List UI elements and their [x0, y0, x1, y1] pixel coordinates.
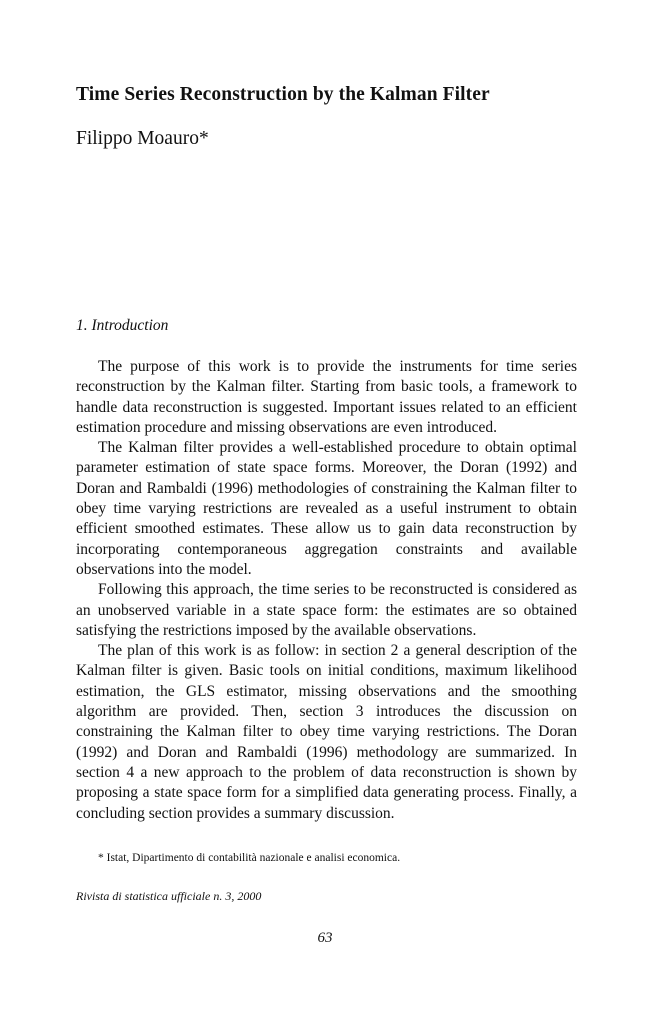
page-number: 63 — [317, 930, 333, 946]
paper-title: Time Series Reconstruction by the Kalman Filter — [76, 84, 490, 105]
body-text — [76, 357, 577, 824]
author-name: Filippo Moauro* — [76, 128, 209, 149]
paragraph: The purpose of this work is to provide the instruments for time series reconstruction by the Kalman filter. Starting from basic tools, a framework to handle data reconstruction is suggested. Important issues related to an efficient estimation procedure and missing observations are even introduced. — [76, 358, 577, 436]
section-heading: 1. Introduction — [76, 317, 169, 334]
paragraph: Following this approach, the time series to be reconstructed is considered as an unobserved variable in a state space form: the estimates are so obtained satisfying the restrictions imposed by the available observations. — [76, 581, 577, 639]
author-footnote: * Istat, Dipartimento di contabilità nazionale e analisi economica. — [98, 852, 401, 864]
journal-citation: Rivista di statistica ufficiale n. 3, 2000 — [76, 889, 262, 903]
paragraph: The Kalman filter provides a well-established procedure to obtain optimal parameter estimation of state space forms. Moreover, the Doran (1992) and Doran and Rambaldi (1996) methodologies of constraining the Kalman filter to obey time varying restrictions are revealed as a useful instrument to obtain efficient smoothed estimates. These allow us to gain data reconstruction by incorporating contemporaneous aggregation constraints and available observations into the model. — [76, 439, 577, 578]
paragraph: The plan of this work is as follow: in section 2 a general description of the Kalman filter is given. Basic tools on initial conditions, maximum likelihood estimation, the GLS estimator, missing observations and the smoothing algorithm are provided. Then, section 3 introduces the discussion on constraining the Kalman filter to obey time varying restrictions. The Doran (1992) and Doran and Rambaldi (1996) methodology are summarized. In section 4 a new approach to the problem of data reconstruction is shown by proposing a state space form for a simplified data generating process. Finally, a concluding section provides a summary discussion. — [76, 642, 577, 822]
